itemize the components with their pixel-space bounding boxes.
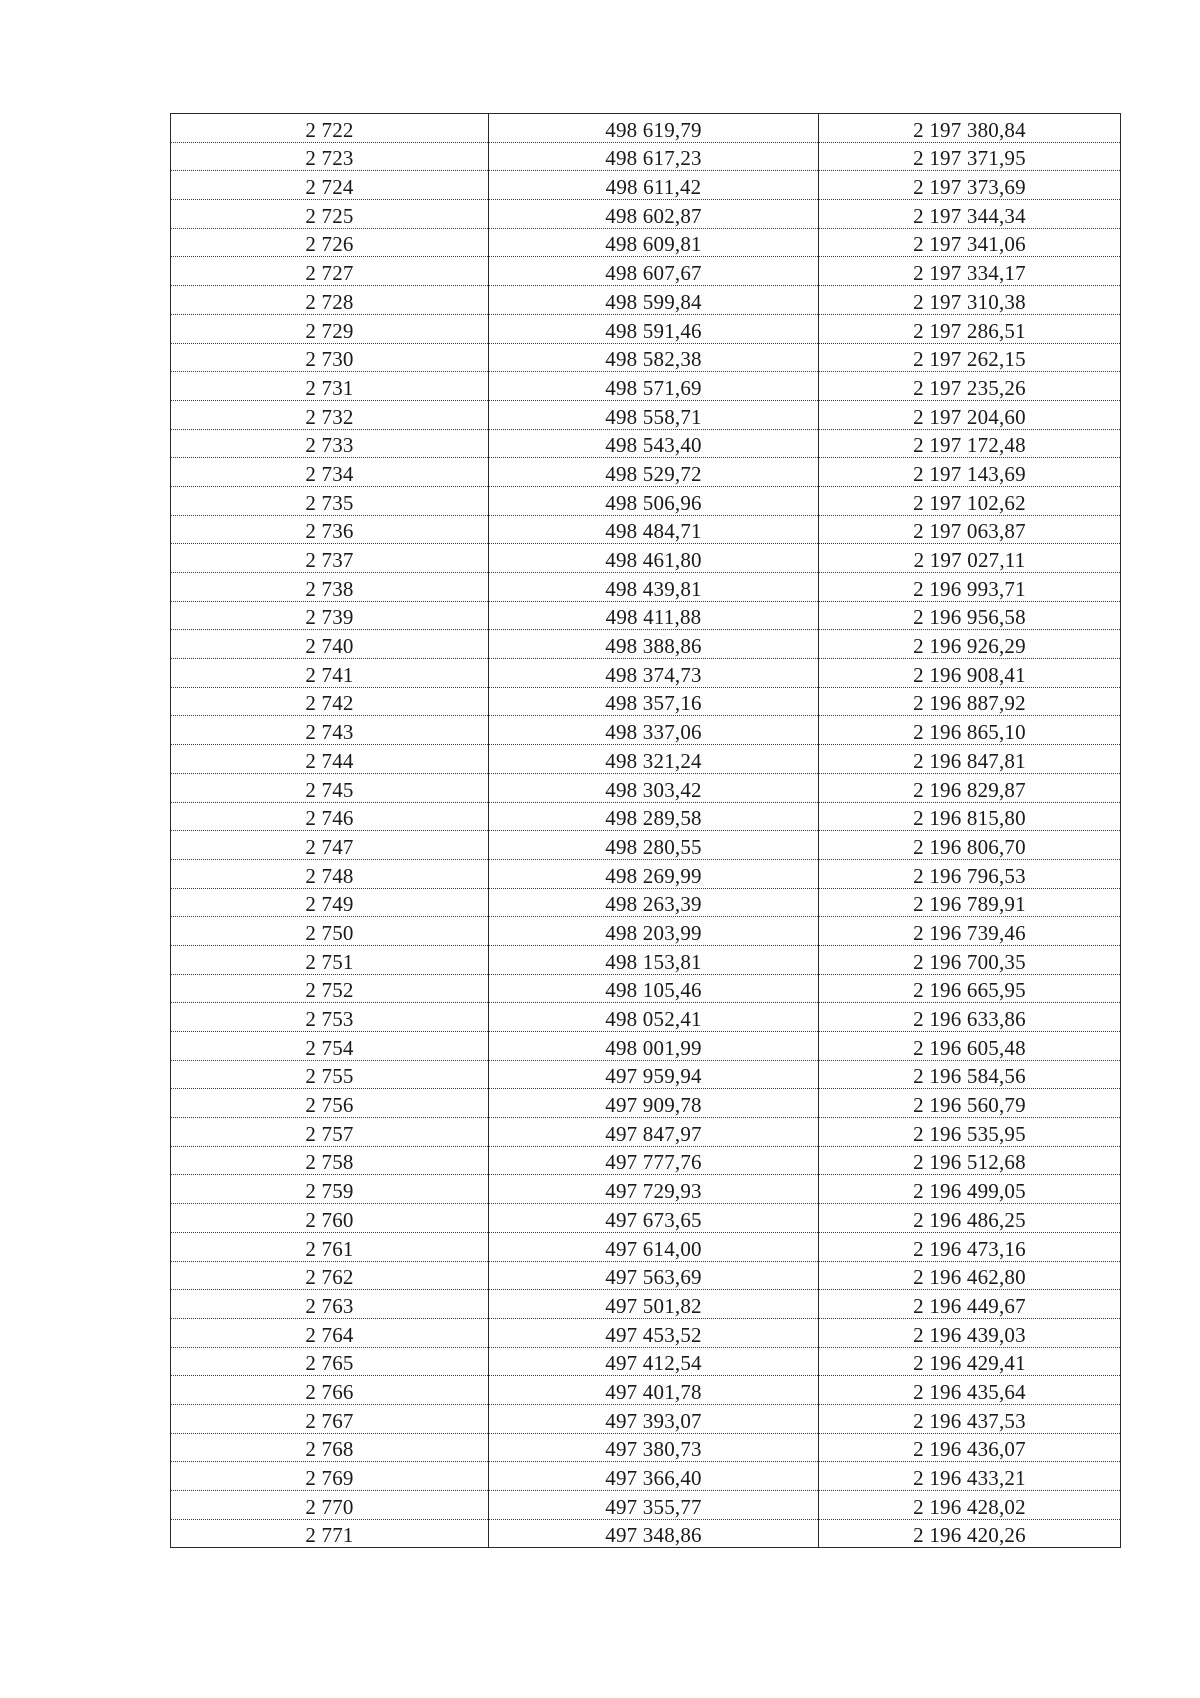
table-row	[171, 200, 1121, 229]
y-coordinate-cell: 2 196 993,71	[819, 573, 1121, 602]
y-coordinate-cell: 2 197 334,17	[819, 257, 1121, 286]
point-number-cell: 2 763	[171, 1290, 489, 1319]
y-coordinate-cell: 2 196 433,21	[819, 1462, 1121, 1491]
point-number-cell: 2 762	[171, 1261, 489, 1290]
table-row	[171, 257, 1121, 286]
table-row	[171, 1204, 1121, 1233]
x-coordinate-cell: 497 453,52	[489, 1318, 819, 1347]
y-coordinate-cell: 2 197 310,38	[819, 286, 1121, 315]
table-row	[171, 1491, 1121, 1520]
y-coordinate-cell: 2 196 887,92	[819, 687, 1121, 716]
y-coordinate-cell: 2 196 535,95	[819, 1118, 1121, 1147]
table-row	[171, 802, 1121, 831]
x-coordinate-cell: 498 357,16	[489, 687, 819, 716]
point-number-cell: 2 727	[171, 257, 489, 286]
table-row	[171, 745, 1121, 774]
x-coordinate-cell: 498 602,87	[489, 200, 819, 229]
point-number-cell: 2 741	[171, 659, 489, 688]
point-number-cell: 2 756	[171, 1089, 489, 1118]
table-row	[171, 515, 1121, 544]
x-coordinate-cell: 498 052,41	[489, 1003, 819, 1032]
x-coordinate-cell: 498 105,46	[489, 974, 819, 1003]
point-number-cell: 2 749	[171, 888, 489, 917]
x-coordinate-cell: 498 582,38	[489, 343, 819, 372]
table-row	[171, 859, 1121, 888]
point-number-cell: 2 742	[171, 687, 489, 716]
x-coordinate-cell: 497 366,40	[489, 1462, 819, 1491]
y-coordinate-cell: 2 196 865,10	[819, 716, 1121, 745]
x-coordinate-cell: 498 484,71	[489, 515, 819, 544]
table-row	[171, 831, 1121, 860]
y-coordinate-cell: 2 196 449,67	[819, 1290, 1121, 1319]
point-number-cell: 2 734	[171, 458, 489, 487]
y-coordinate-cell: 2 197 204,60	[819, 400, 1121, 429]
point-number-cell: 2 739	[171, 601, 489, 630]
x-coordinate-cell: 498 543,40	[489, 429, 819, 458]
y-coordinate-cell: 2 196 439,03	[819, 1318, 1121, 1347]
y-coordinate-cell: 2 197 102,62	[819, 486, 1121, 515]
x-coordinate-cell: 498 321,24	[489, 745, 819, 774]
point-number-cell: 2 770	[171, 1491, 489, 1520]
y-coordinate-cell: 2 197 172,48	[819, 429, 1121, 458]
point-number-cell: 2 738	[171, 573, 489, 602]
y-coordinate-cell: 2 196 499,05	[819, 1175, 1121, 1204]
coordinates-table-body	[171, 114, 1121, 1548]
point-number-cell: 2 723	[171, 142, 489, 171]
table-row	[171, 142, 1121, 171]
y-coordinate-cell: 2 196 633,86	[819, 1003, 1121, 1032]
x-coordinate-cell: 498 374,73	[489, 659, 819, 688]
point-number-cell: 2 729	[171, 314, 489, 343]
point-number-cell: 2 746	[171, 802, 489, 831]
table-row	[171, 601, 1121, 630]
y-coordinate-cell: 2 196 428,02	[819, 1491, 1121, 1520]
x-coordinate-cell: 497 614,00	[489, 1232, 819, 1261]
y-coordinate-cell: 2 197 371,95	[819, 142, 1121, 171]
point-number-cell: 2 766	[171, 1376, 489, 1405]
point-number-cell: 2 737	[171, 544, 489, 573]
x-coordinate-cell: 498 337,06	[489, 716, 819, 745]
table-row	[171, 171, 1121, 200]
table-row	[171, 1146, 1121, 1175]
x-coordinate-cell: 497 401,78	[489, 1376, 819, 1405]
y-coordinate-cell: 2 196 789,91	[819, 888, 1121, 917]
x-coordinate-cell: 498 609,81	[489, 228, 819, 257]
x-coordinate-cell: 498 203,99	[489, 917, 819, 946]
x-coordinate-cell: 497 380,73	[489, 1433, 819, 1462]
y-coordinate-cell: 2 196 436,07	[819, 1433, 1121, 1462]
table-row	[171, 917, 1121, 946]
x-coordinate-cell: 497 563,69	[489, 1261, 819, 1290]
y-coordinate-cell: 2 196 847,81	[819, 745, 1121, 774]
point-number-cell: 2 753	[171, 1003, 489, 1032]
point-number-cell: 2 731	[171, 372, 489, 401]
y-coordinate-cell: 2 196 462,80	[819, 1261, 1121, 1290]
x-coordinate-cell: 497 501,82	[489, 1290, 819, 1319]
x-coordinate-cell: 498 439,81	[489, 573, 819, 602]
point-number-cell: 2 745	[171, 773, 489, 802]
point-number-cell: 2 743	[171, 716, 489, 745]
table-row	[171, 314, 1121, 343]
x-coordinate-cell: 498 280,55	[489, 831, 819, 860]
point-number-cell: 2 748	[171, 859, 489, 888]
point-number-cell: 2 722	[171, 114, 489, 143]
x-coordinate-cell: 497 412,54	[489, 1347, 819, 1376]
coordinates-table	[170, 113, 1121, 1548]
y-coordinate-cell: 2 196 956,58	[819, 601, 1121, 630]
table-row	[171, 1118, 1121, 1147]
y-coordinate-cell: 2 197 344,34	[819, 200, 1121, 229]
table-row	[171, 429, 1121, 458]
table-row	[171, 114, 1121, 143]
point-number-cell: 2 759	[171, 1175, 489, 1204]
y-coordinate-cell: 2 196 420,26	[819, 1519, 1121, 1548]
point-number-cell: 2 750	[171, 917, 489, 946]
y-coordinate-cell: 2 196 829,87	[819, 773, 1121, 802]
point-number-cell: 2 768	[171, 1433, 489, 1462]
x-coordinate-cell: 497 673,65	[489, 1204, 819, 1233]
table-row	[171, 1462, 1121, 1491]
table-row	[171, 716, 1121, 745]
x-coordinate-cell: 498 388,86	[489, 630, 819, 659]
point-number-cell: 2 758	[171, 1146, 489, 1175]
x-coordinate-cell: 498 153,81	[489, 945, 819, 974]
x-coordinate-cell: 498 461,80	[489, 544, 819, 573]
y-coordinate-cell: 2 197 235,26	[819, 372, 1121, 401]
table-row	[171, 1089, 1121, 1118]
table-row	[171, 630, 1121, 659]
point-number-cell: 2 740	[171, 630, 489, 659]
table-row	[171, 1175, 1121, 1204]
table-row	[171, 1032, 1121, 1061]
y-coordinate-cell: 2 197 143,69	[819, 458, 1121, 487]
point-number-cell: 2 752	[171, 974, 489, 1003]
table-row	[171, 1376, 1121, 1405]
table-row	[171, 687, 1121, 716]
x-coordinate-cell: 497 729,93	[489, 1175, 819, 1204]
table-row	[171, 1261, 1121, 1290]
y-coordinate-cell: 2 196 806,70	[819, 831, 1121, 860]
table-row	[171, 1404, 1121, 1433]
x-coordinate-cell: 498 607,67	[489, 257, 819, 286]
table-row	[171, 400, 1121, 429]
table-row	[171, 228, 1121, 257]
point-number-cell: 2 765	[171, 1347, 489, 1376]
table-row	[171, 1003, 1121, 1032]
x-coordinate-cell: 498 303,42	[489, 773, 819, 802]
table-row	[171, 1519, 1121, 1548]
y-coordinate-cell: 2 196 815,80	[819, 802, 1121, 831]
y-coordinate-cell: 2 196 739,46	[819, 917, 1121, 946]
point-number-cell: 2 733	[171, 429, 489, 458]
y-coordinate-cell: 2 197 063,87	[819, 515, 1121, 544]
table-row	[171, 1347, 1121, 1376]
y-coordinate-cell: 2 196 700,35	[819, 945, 1121, 974]
x-coordinate-cell: 498 617,23	[489, 142, 819, 171]
table-row	[171, 1232, 1121, 1261]
x-coordinate-cell: 498 263,39	[489, 888, 819, 917]
x-coordinate-cell: 498 611,42	[489, 171, 819, 200]
y-coordinate-cell: 2 196 435,64	[819, 1376, 1121, 1405]
y-coordinate-cell: 2 196 560,79	[819, 1089, 1121, 1118]
y-coordinate-cell: 2 196 605,48	[819, 1032, 1121, 1061]
point-number-cell: 2 747	[171, 831, 489, 860]
table-row	[171, 372, 1121, 401]
point-number-cell: 2 764	[171, 1318, 489, 1347]
y-coordinate-cell: 2 196 486,25	[819, 1204, 1121, 1233]
table-row	[171, 286, 1121, 315]
x-coordinate-cell: 497 959,94	[489, 1060, 819, 1089]
x-coordinate-cell: 497 355,77	[489, 1491, 819, 1520]
y-coordinate-cell: 2 197 341,06	[819, 228, 1121, 257]
x-coordinate-cell: 498 558,71	[489, 400, 819, 429]
x-coordinate-cell: 498 599,84	[489, 286, 819, 315]
x-coordinate-cell: 498 591,46	[489, 314, 819, 343]
table-row	[171, 544, 1121, 573]
table-row	[171, 888, 1121, 917]
y-coordinate-cell: 2 196 908,41	[819, 659, 1121, 688]
point-number-cell: 2 767	[171, 1404, 489, 1433]
table-row	[171, 1290, 1121, 1319]
y-coordinate-cell: 2 197 262,15	[819, 343, 1121, 372]
y-coordinate-cell: 2 196 473,16	[819, 1232, 1121, 1261]
point-number-cell: 2 728	[171, 286, 489, 315]
table-row	[171, 486, 1121, 515]
x-coordinate-cell: 497 777,76	[489, 1146, 819, 1175]
y-coordinate-cell: 2 196 796,53	[819, 859, 1121, 888]
point-number-cell: 2 732	[171, 400, 489, 429]
table-row	[171, 974, 1121, 1003]
x-coordinate-cell: 498 571,69	[489, 372, 819, 401]
x-coordinate-cell: 498 001,99	[489, 1032, 819, 1061]
point-number-cell: 2 755	[171, 1060, 489, 1089]
table-row	[171, 458, 1121, 487]
table-row	[171, 1433, 1121, 1462]
y-coordinate-cell: 2 196 512,68	[819, 1146, 1121, 1175]
point-number-cell: 2 751	[171, 945, 489, 974]
y-coordinate-cell: 2 196 665,95	[819, 974, 1121, 1003]
y-coordinate-cell: 2 197 027,11	[819, 544, 1121, 573]
point-number-cell: 2 760	[171, 1204, 489, 1233]
y-coordinate-cell: 2 196 926,29	[819, 630, 1121, 659]
table-row	[171, 573, 1121, 602]
point-number-cell: 2 744	[171, 745, 489, 774]
point-number-cell: 2 769	[171, 1462, 489, 1491]
table-row	[171, 343, 1121, 372]
x-coordinate-cell: 497 847,97	[489, 1118, 819, 1147]
table-row	[171, 659, 1121, 688]
point-number-cell: 2 771	[171, 1519, 489, 1548]
table-row	[171, 1318, 1121, 1347]
x-coordinate-cell: 498 289,58	[489, 802, 819, 831]
point-number-cell: 2 736	[171, 515, 489, 544]
point-number-cell: 2 724	[171, 171, 489, 200]
y-coordinate-cell: 2 196 429,41	[819, 1347, 1121, 1376]
point-number-cell: 2 726	[171, 228, 489, 257]
point-number-cell: 2 730	[171, 343, 489, 372]
y-coordinate-cell: 2 197 286,51	[819, 314, 1121, 343]
point-number-cell: 2 757	[171, 1118, 489, 1147]
x-coordinate-cell: 497 393,07	[489, 1404, 819, 1433]
x-coordinate-cell: 497 909,78	[489, 1089, 819, 1118]
y-coordinate-cell: 2 197 380,84	[819, 114, 1121, 143]
table-row	[171, 773, 1121, 802]
y-coordinate-cell: 2 196 584,56	[819, 1060, 1121, 1089]
table-row	[171, 945, 1121, 974]
x-coordinate-cell: 497 348,86	[489, 1519, 819, 1548]
y-coordinate-cell: 2 197 373,69	[819, 171, 1121, 200]
x-coordinate-cell: 498 411,88	[489, 601, 819, 630]
x-coordinate-cell: 498 269,99	[489, 859, 819, 888]
x-coordinate-cell: 498 619,79	[489, 114, 819, 143]
point-number-cell: 2 754	[171, 1032, 489, 1061]
table-row	[171, 1060, 1121, 1089]
point-number-cell: 2 735	[171, 486, 489, 515]
point-number-cell: 2 725	[171, 200, 489, 229]
y-coordinate-cell: 2 196 437,53	[819, 1404, 1121, 1433]
x-coordinate-cell: 498 529,72	[489, 458, 819, 487]
point-number-cell: 2 761	[171, 1232, 489, 1261]
x-coordinate-cell: 498 506,96	[489, 486, 819, 515]
